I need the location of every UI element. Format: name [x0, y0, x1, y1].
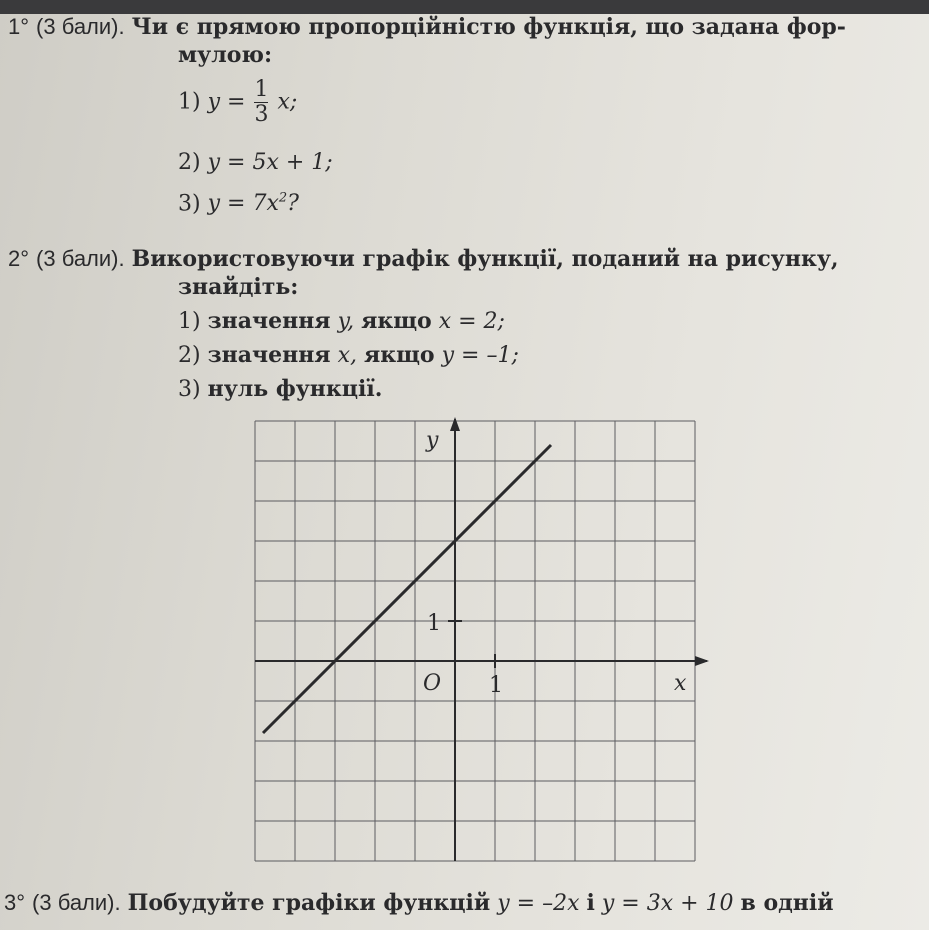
task1-points: (3 бали).	[36, 14, 125, 39]
task2-item3-text: нуль функції.	[207, 376, 383, 402]
task3-number: 3°	[4, 890, 26, 915]
task1-item1-label: 1)	[178, 89, 201, 115]
task2-item2-eq: y = –1;	[441, 343, 519, 368]
task1-number: 1°	[8, 14, 30, 39]
task2-item2-label: 2)	[178, 343, 201, 368]
task1-item3-exp: 2	[278, 191, 288, 206]
task3-conj: і	[586, 890, 595, 916]
task3-line	[4, 890, 834, 917]
task3-tail: в одній	[740, 890, 834, 916]
task3-points: (3 бали).	[32, 890, 121, 915]
task1-line2: мулою:	[178, 42, 273, 68]
task1-item1-lhs: y =	[207, 89, 246, 115]
task2-item1-eq: x = 2;	[438, 309, 505, 334]
task3-f2: y = 3x + 10	[601, 891, 734, 916]
task2-item1-label: 1)	[178, 309, 201, 334]
graph-line	[263, 445, 551, 733]
x-unit-label: 1	[489, 673, 503, 698]
task2-item3-label: 3)	[178, 377, 201, 402]
task3-f1: y = –2x	[497, 891, 580, 916]
task2-item1-cond: якщо	[361, 308, 432, 334]
y-axis-label: y	[426, 428, 439, 453]
task2-text: Використовуючи графік функції, поданий на рисунку,	[131, 246, 839, 272]
task2-item2-text: значення	[207, 342, 331, 368]
origin-label: O	[423, 671, 442, 696]
task1-item3-label: 3)	[178, 191, 201, 217]
task2-item2-var: x,	[337, 343, 357, 368]
task2-line2: знайдіть:	[178, 274, 299, 300]
task3-text: Побудуйте графіки функцій	[127, 890, 491, 916]
task1-item1-rhs: x;	[277, 89, 298, 115]
task1-item2-formula: y = 5x + 1;	[207, 150, 333, 175]
task1-item3-tail: ?	[287, 191, 299, 217]
x-axis-label: x	[674, 671, 687, 696]
task2-item1-var: y,	[337, 309, 355, 334]
fraction-denominator: 3	[254, 102, 269, 127]
task1-item3-base: y = 7x	[207, 191, 279, 217]
task2-item2-cond: якщо	[363, 342, 435, 368]
task1-text: Чи є прямою пропорційністю функція, що задана фор-	[131, 14, 846, 40]
task1-item2-label: 2)	[178, 150, 201, 175]
task2-item1-text: значення	[207, 308, 331, 334]
task2-number: 2°	[8, 246, 30, 271]
fraction-numerator: 1	[254, 77, 269, 102]
grid	[255, 421, 695, 861]
y-unit-label: 1	[427, 611, 441, 636]
task2-points: (3 бали).	[36, 246, 125, 271]
